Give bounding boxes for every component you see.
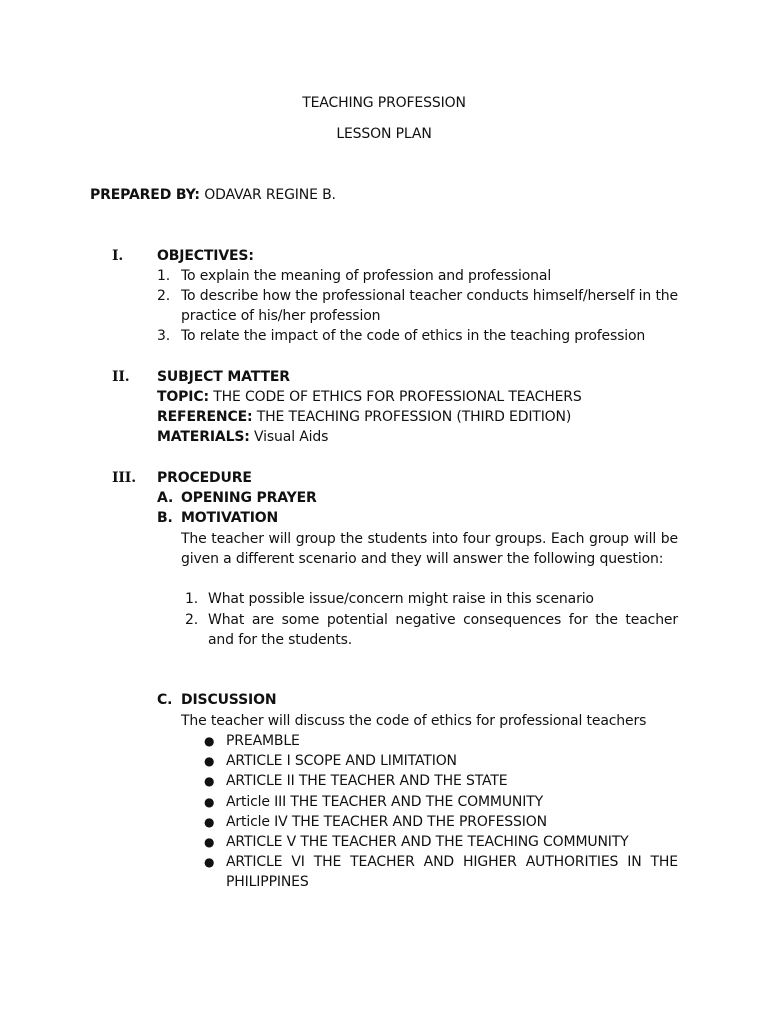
- section-numeral-subject-matter: II.: [112, 369, 130, 385]
- prepared-by-value: ODAVAR REGINE B.: [204, 187, 336, 203]
- question-number: 1.: [185, 591, 199, 607]
- reference-value: THE TEACHING PROFESSION (THIRD EDITION): [256, 409, 572, 425]
- subsection-letter: C.: [157, 692, 173, 708]
- objective-number: 3.: [157, 328, 171, 344]
- bullet-item: ARTICLE II THE TEACHER AND THE STATE: [226, 773, 508, 789]
- materials-line: [157, 427, 328, 447]
- question-number: 2.: [185, 612, 199, 628]
- bullet-item: Article IV THE TEACHER AND THE PROFESSION: [226, 814, 547, 830]
- prepared-by-line: [90, 185, 336, 205]
- topic-value: THE CODE OF ETHICS FOR PROFESSIONAL TEACHERS: [213, 389, 582, 405]
- topic-line: [157, 387, 582, 407]
- objective-number: 2.: [157, 288, 171, 304]
- subsection-motivation: MOTIVATION: [181, 510, 279, 526]
- section-heading-objectives: OBJECTIVES:: [157, 248, 254, 264]
- objective-number: 1.: [157, 268, 171, 284]
- subsection-opening-prayer: OPENING PRAYER: [181, 490, 317, 506]
- topic-label: TOPIC:: [157, 389, 209, 405]
- bullet-icon: ●: [204, 795, 215, 809]
- section-numeral-procedure: III.: [112, 470, 136, 486]
- objective-text: To explain the meaning of profession and professional: [181, 268, 552, 284]
- prepared-by-label: PREPARED BY:: [90, 187, 200, 203]
- bullet-item: ARTICLE I SCOPE AND LIMITATION: [226, 753, 457, 769]
- bullet-item: Article III THE TEACHER AND THE COMMUNITY: [226, 794, 544, 810]
- bullet-item: PREAMBLE: [226, 733, 300, 749]
- reference-label: REFERENCE:: [157, 409, 253, 425]
- reference-line: [157, 407, 571, 427]
- bullet-icon: ●: [204, 734, 215, 748]
- objective-text: To relate the impact of the code of ethics in the teaching profession: [181, 328, 646, 344]
- section-heading-procedure: PROCEDURE: [157, 470, 252, 486]
- materials-value: Visual Aids: [254, 429, 329, 445]
- subsection-letter: A.: [157, 490, 174, 506]
- objective-text: To describe how the professional teacher conducts himself/herself in the practice of his/her profession: [181, 288, 678, 324]
- subsection-discussion: DISCUSSION: [181, 692, 277, 708]
- bullet-icon: ●: [204, 855, 215, 869]
- bullet-icon: ●: [204, 774, 215, 788]
- question-text: What are some potential negative consequences for the teacher and for the students.: [208, 612, 678, 648]
- bullet-icon: ●: [204, 835, 215, 849]
- bullet-icon: ●: [204, 815, 215, 829]
- bullet-item: ARTICLE VI THE TEACHER AND HIGHER AUTHORITIES IN THE PHILIPPINES: [226, 854, 678, 890]
- subsection-letter: B.: [157, 510, 173, 526]
- question-text: What possible issue/concern might raise in this scenario: [208, 591, 594, 607]
- materials-label: MATERIALS:: [157, 429, 250, 445]
- bullet-item: ARTICLE V THE TEACHER AND THE TEACHING COMMUNITY: [226, 834, 629, 850]
- section-numeral-objectives: I.: [112, 248, 124, 264]
- document-title: TEACHING PROFESSION: [302, 95, 466, 111]
- section-heading-subject-matter: SUBJECT MATTER: [157, 369, 290, 385]
- document-subtitle: LESSON PLAN: [336, 126, 432, 142]
- bullet-icon: ●: [204, 754, 215, 768]
- discussion-paragraph: The teacher will discuss the code of ethics for professional teachers: [181, 713, 647, 729]
- motivation-paragraph: The teacher will group the students into four groups. Each group will be given a different scenario and they will answer the following question:: [181, 531, 678, 567]
